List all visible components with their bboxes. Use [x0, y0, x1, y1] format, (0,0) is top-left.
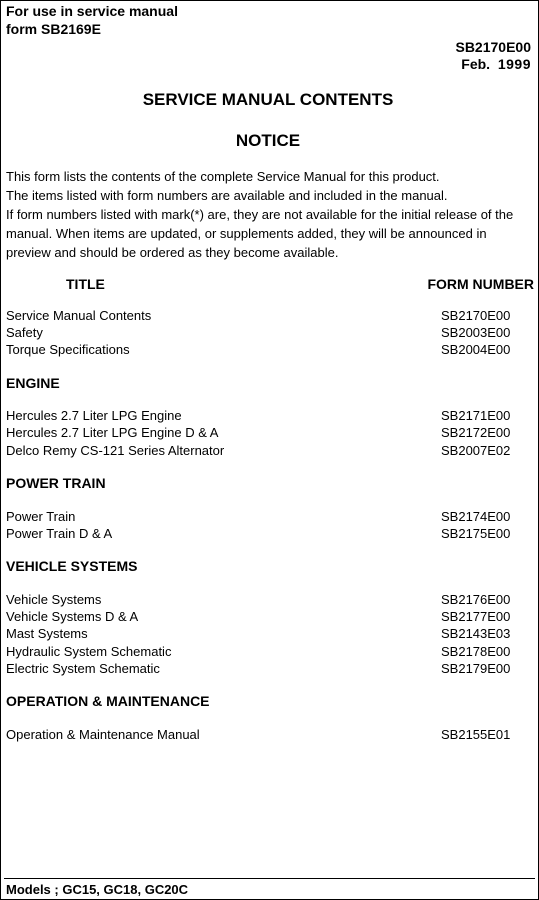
section-heading-engine: ENGINE	[6, 375, 60, 391]
item-title: Power Train	[6, 509, 76, 524]
footer-divider	[4, 878, 535, 879]
notice-line: If form numbers listed with mark(*) are, they are not available for the initial release of the	[6, 207, 514, 222]
list-item	[6, 608, 533, 625]
list-item	[6, 643, 533, 660]
item-form-number: SB2174E00	[441, 509, 511, 524]
item-title: Electric System Schematic	[6, 661, 160, 676]
list-item	[6, 660, 533, 677]
notice-line: This form lists the contents of the complete Service Manual for this product.	[6, 169, 440, 184]
item-title: Power Train D & A	[6, 526, 113, 541]
section-heading-operation-maintenance: OPERATION & MAINTENANCE	[6, 693, 210, 709]
item-title: Hydraulic System Schematic	[6, 644, 172, 659]
list-item	[6, 307, 533, 324]
section-heading-power-train: POWER TRAIN	[6, 475, 106, 491]
item-form-number: SB2175E00	[441, 526, 511, 541]
item-title: Hercules 2.7 Liter LPG Engine D & A	[6, 425, 219, 440]
item-form-number: SB2176E00	[441, 592, 511, 607]
item-title: Delco Remy CS-121 Series Alternator	[6, 443, 225, 458]
document-title: SERVICE MANUAL CONTENTS	[142, 90, 394, 109]
item-form-number: SB2179E00	[441, 661, 511, 676]
list-item	[6, 442, 533, 459]
item-title: Vehicle Systems D & A	[6, 609, 139, 624]
item-form-number: SB2007E02	[441, 443, 511, 458]
item-form-number: SB2177E00	[441, 609, 511, 624]
list-item	[6, 508, 533, 525]
section-heading-vehicle-systems: VEHICLE SYSTEMS	[6, 558, 138, 574]
notice-paragraph	[6, 167, 534, 262]
item-form-number: SB2170E00	[441, 308, 511, 323]
item-form-number: SB2171E00	[441, 408, 511, 423]
column-header-form-number: FORM NUMBER	[427, 276, 534, 292]
list-item	[6, 424, 533, 441]
item-title: Vehicle Systems	[6, 592, 102, 607]
date-month: Feb.	[461, 56, 491, 72]
list-item	[6, 341, 533, 358]
item-form-number: SB2155E01	[441, 727, 511, 742]
list-item	[6, 726, 533, 743]
list-item	[6, 625, 533, 642]
list-item	[6, 525, 533, 542]
notice-line: manual. When items are updated, or supplements added, they will be announced in	[6, 226, 487, 241]
column-header-title: TITLE	[66, 276, 105, 292]
item-title: Mast Systems	[6, 626, 88, 641]
item-form-number: SB2004E00	[441, 342, 511, 357]
document-id-block	[455, 39, 531, 73]
item-title: Operation & Maintenance Manual	[6, 727, 200, 742]
list-item	[6, 591, 533, 608]
document-date	[455, 56, 531, 73]
item-title: Hercules 2.7 Liter LPG Engine	[6, 408, 182, 423]
notice-heading: NOTICE	[235, 131, 301, 150]
date-year: 1999	[497, 56, 531, 72]
notice-line: preview and should be ordered as they become available.	[6, 245, 339, 260]
item-title: Torque Specifications	[6, 342, 130, 357]
usage-note-line-1: For use in service manual	[6, 3, 178, 19]
usage-note-line-2: form SB2169E	[6, 21, 101, 37]
document-number: SB2170E00	[455, 39, 531, 55]
item-title: Service Manual Contents	[6, 308, 152, 323]
notice-line: The items listed with form numbers are available and included in the manual.	[6, 188, 448, 203]
item-form-number: SB2172E00	[441, 425, 511, 440]
item-form-number: SB2003E00	[441, 325, 511, 340]
item-title: Safety	[6, 325, 43, 340]
models-footer: Models ; GC15, GC18, GC20C	[6, 882, 189, 897]
list-item	[6, 407, 533, 424]
item-form-number: SB2178E00	[441, 644, 511, 659]
item-form-number: SB2143E03	[441, 626, 511, 641]
list-item	[6, 324, 533, 341]
usage-note	[6, 2, 178, 38]
